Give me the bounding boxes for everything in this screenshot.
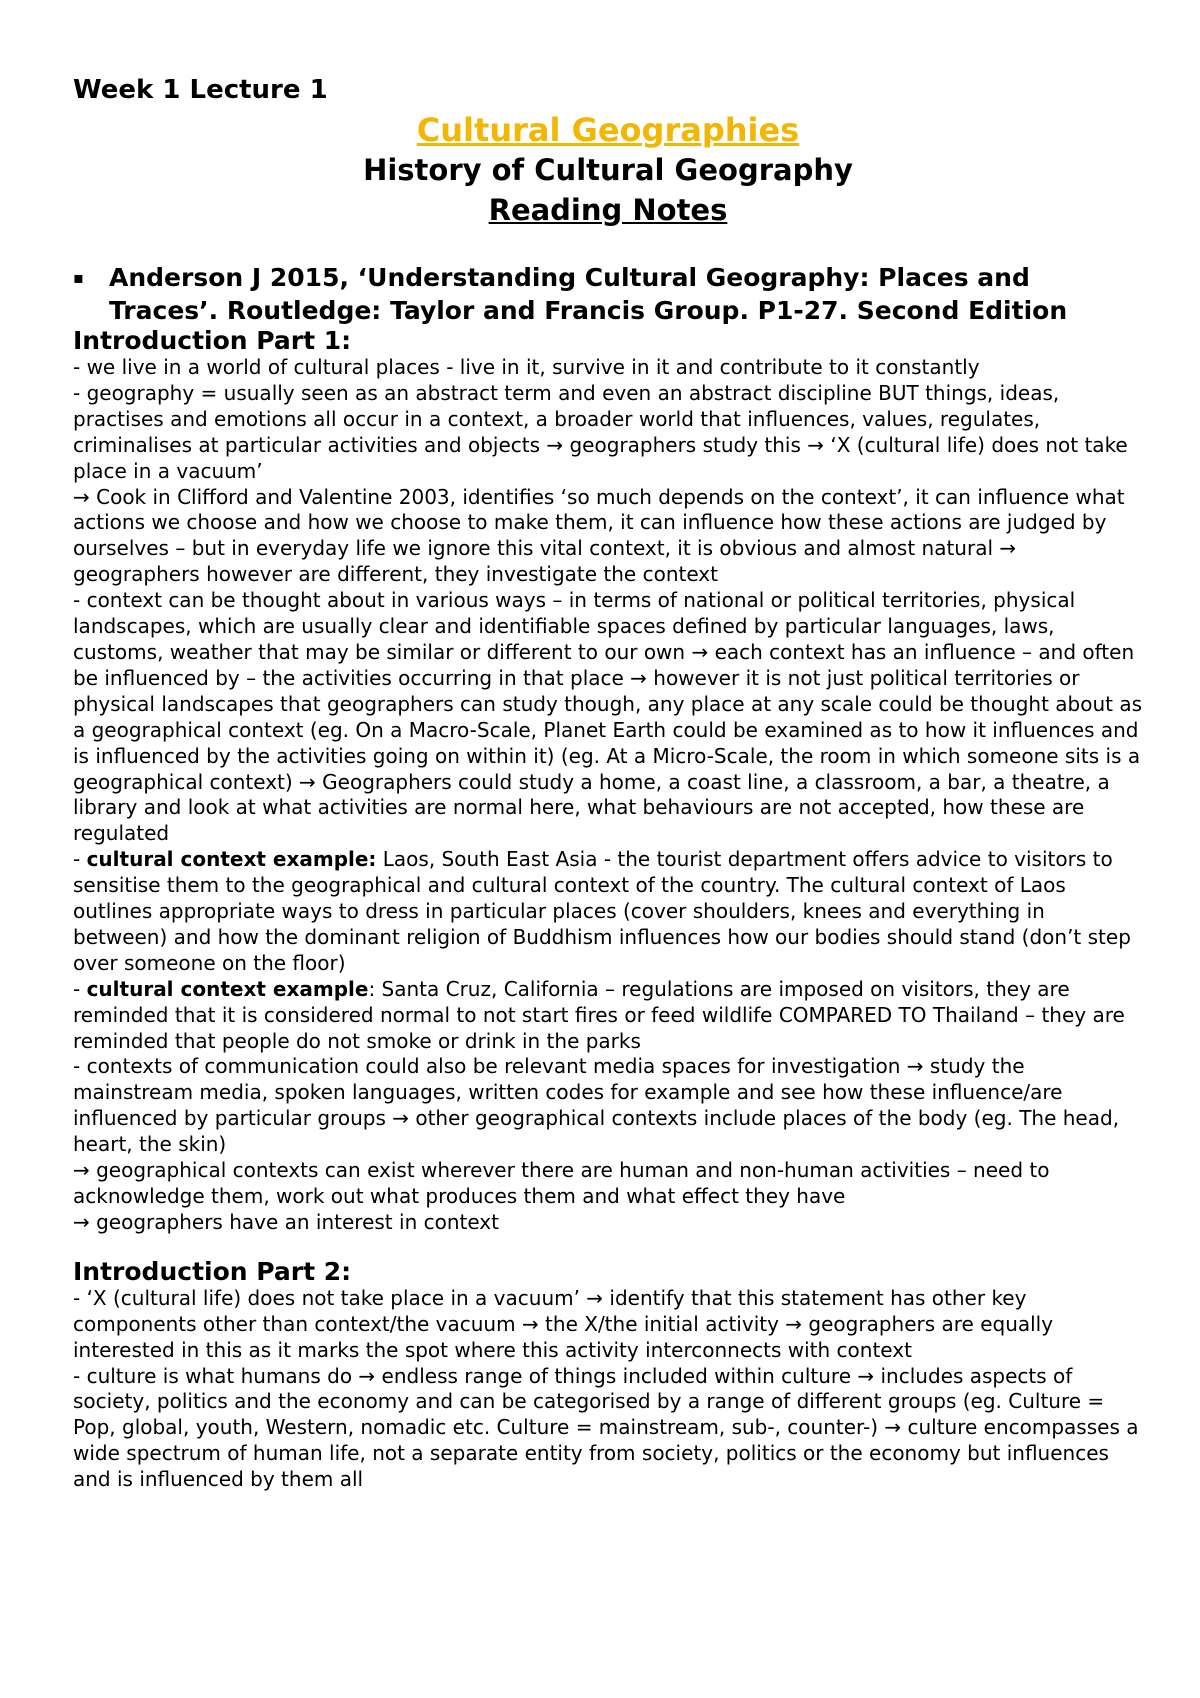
- document-title: Cultural Geographies: [416, 111, 800, 149]
- document-subtitle: History of Cultural Geography: [363, 153, 853, 187]
- paragraph: - culture is what humans do → endless range of things included within culture → includes aspects of society, politics and the economy and can be categorised by a range of different groups (eg. Culture = Pop, global, youth, Western, nomadic etc. Culture = mainstream, sub-, counter-) → culture encompasses a wide spectrum of human life, not a separate entity from society, politics or the economy but influences and is influenced by them all: [73, 1363, 1139, 1492]
- document-page: [73, 70, 1143, 1493]
- week-label: Week 1 Lecture 1: [73, 75, 328, 105]
- reference-text: Anderson J 2015, ‘Understanding Cultural Geography: Places and Traces’. Routledge: Taylor and Francis Group. P1-27. Second Edition: [109, 263, 1068, 325]
- square-bullet-icon: ▪: [73, 268, 84, 287]
- example-label: cultural context example:: [86, 847, 377, 872]
- paragraph: - geography = usually seen as an abstract term and even an abstract discipline BUT things, ideas, practises and emotions all occur in a context, a broader world that influences, values, regulates, criminalises at particular activities and objects → geographers study this → ‘X (cultural life) does not take place in a vacuum’: [73, 380, 1128, 483]
- paragraph: → Cook in Clifford and Valentine 2003, identifies ‘so much depends on the context’, it can influence what actions we choose and how we choose to make them, it can influence how these actions are judged by ourselves – but in everyday life we ignore this vital context, it is obvious and almost natural → geographers however are different, they investigate the context: [73, 484, 1125, 587]
- example-prefix: -: [73, 976, 87, 1001]
- paragraph: → geographers have an interest in context: [73, 1209, 499, 1234]
- reference-bullet-item: [73, 262, 1143, 327]
- section-heading-part-1: Introduction Part 1:: [73, 326, 352, 355]
- example-text: : Santa Cruz, California – regulations are imposed on visitors, they are reminded that it is considered normal to not start fires or feed wildlife COMPARED TO Thailand – they are reminded that people do not smoke or drink in the parks: [73, 976, 1125, 1053]
- example-text: Laos, South East Asia - the tourist department offers advice to visitors to sensitise them to the geographical and cultural context of the country. The cultural context of Laos outlines appropriate ways to dress in particular places (cover shoulders, knees and everything in between) and how the dominant religion of Buddhism influences how our bodies should stand (don’t step over someone on the floor): [73, 847, 1131, 975]
- example-paragraph-santa-cruz: [73, 977, 1143, 1055]
- example-paragraph-laos: [73, 847, 1143, 977]
- example-label: cultural context example: [86, 976, 369, 1001]
- example-prefix: -: [73, 847, 87, 872]
- section-heading-part-2: Introduction Part 2:: [73, 1256, 352, 1286]
- paragraph: - ‘X (cultural life) does not take place in a vacuum’ → identify that this statement has other key components other than context/the vacuum → the X/the initial activity → geographers are equally interested in this as it marks the spot where this activity interconnects with context: [73, 1285, 1054, 1362]
- paragraph: - we live in a world of cultural places - live in it, survive in it and contribute to it constantly: [73, 355, 980, 379]
- reading-notes-heading: Reading Notes: [488, 193, 728, 227]
- paragraph: - contexts of communication could also be relevant media spaces for investigation → study the mainstream media, spoken languages, written codes for example and see how these influence/are influenced by particular groups → other geographical contexts include places of the body (eg. The head, heart, the skin): [73, 1054, 1120, 1157]
- paragraph: → geographical contexts can exist wherever there are human and non-human activities – need to acknowledge them, work out what produces them and what effect they have: [73, 1158, 1050, 1208]
- paragraph: - context can be thought about in various ways – in terms of national or political territories, physical landscapes, which are usually clear and identifiable spaces defined by particular languages, laws, customs, weather that may be similar or different to our own → each context has an influence – and often be influenced by – the activities occurring in that place → however it is not just political territories or physical landscapes that geographers can study though, any place at any scale could be thought about as a geographical context (eg. On a Macro-Scale, Planet Earth could be examined as to how it influences and is influenced by the activities going on within it) (eg. At a Micro-Scale, the room in which someone sits is a geographical context) → Geographers could study a home, a coast line, a classroom, a bar, a theatre, a library and look at what activities are normal here, what behaviours are not accepted, how these are regulated: [73, 588, 1143, 846]
